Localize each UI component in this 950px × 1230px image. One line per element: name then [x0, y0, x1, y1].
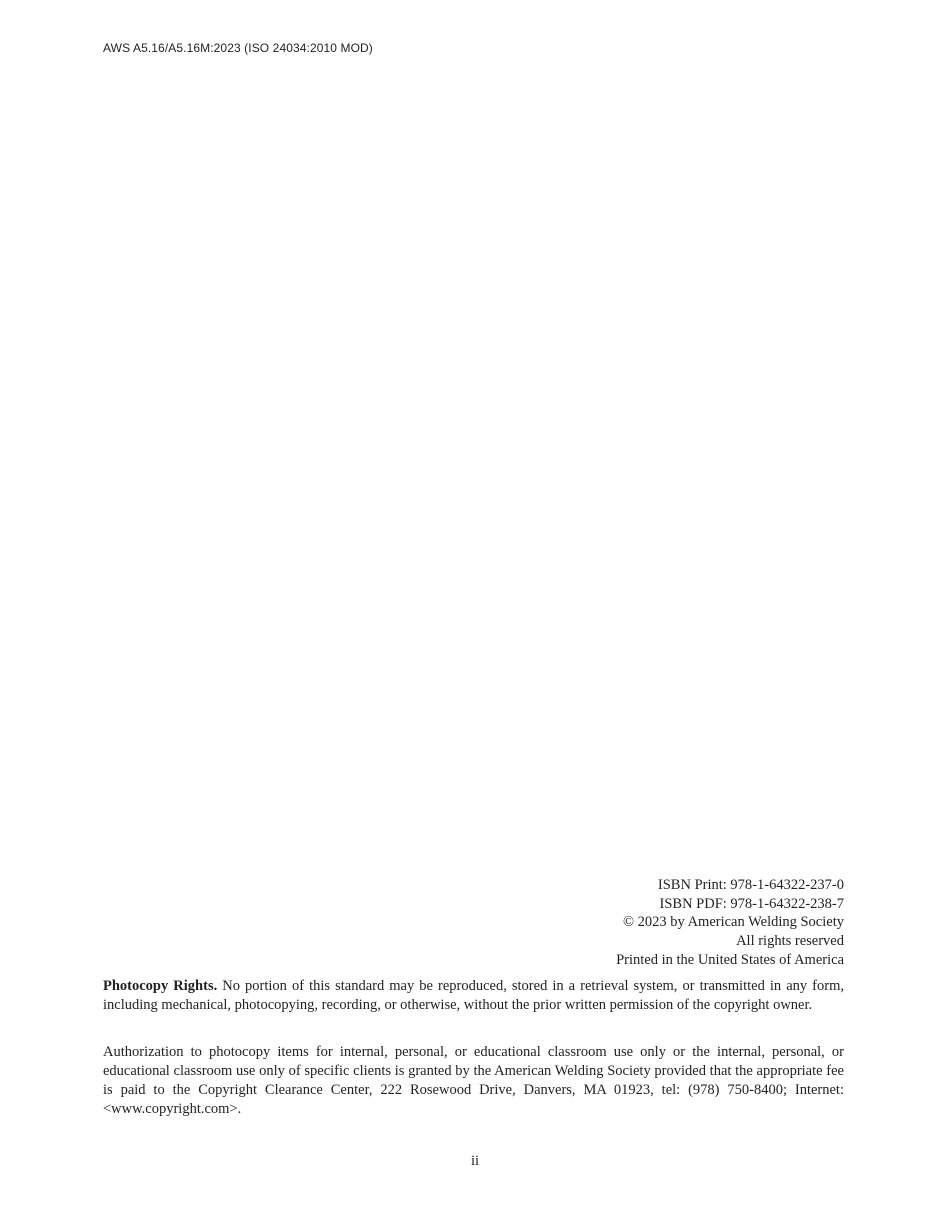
photocopy-rights-paragraph	[103, 977, 844, 1015]
running-header: AWS A5.16/A5.16M:2023 (ISO 24034:2010 MOD)	[103, 41, 373, 55]
photocopy-rights-text: No portion of this standard may be reproduced, stored in a retrieval system, or transmitted in any form, including mechanical, photocopying, recording, or otherwise, without the prior written permission of the copyright owner.	[103, 978, 844, 1013]
copyright-line: © 2023 by American Welding Society	[622, 914, 844, 931]
printed-in-line: Printed in the United States of America	[616, 951, 844, 968]
authorization-paragraph: Authorization to photocopy items for internal, personal, or educational classroom use only or the internal, personal, or educational classroom use only of specific clients is granted by the American Welding Society provided that the appropriate fee is paid to the Copyright Clearance Center, 222 Rosewood Drive, Danvers, MA 01923, tel: (978) 750-8400; Internet: <www.copyright.com>.	[103, 1044, 844, 1117]
page-number: ii	[470, 1153, 480, 1169]
photocopy-rights-lead-in: Photocopy Rights.	[103, 978, 218, 994]
isbn-print-line: ISBN Print: 978-1-64322-237-0	[657, 877, 844, 893]
isbn-copyright-block	[616, 876, 844, 970]
rights-reserved-line: All rights reserved	[736, 933, 844, 950]
isbn-pdf-line: ISBN PDF: 978-1-64322-238-7	[659, 895, 844, 912]
